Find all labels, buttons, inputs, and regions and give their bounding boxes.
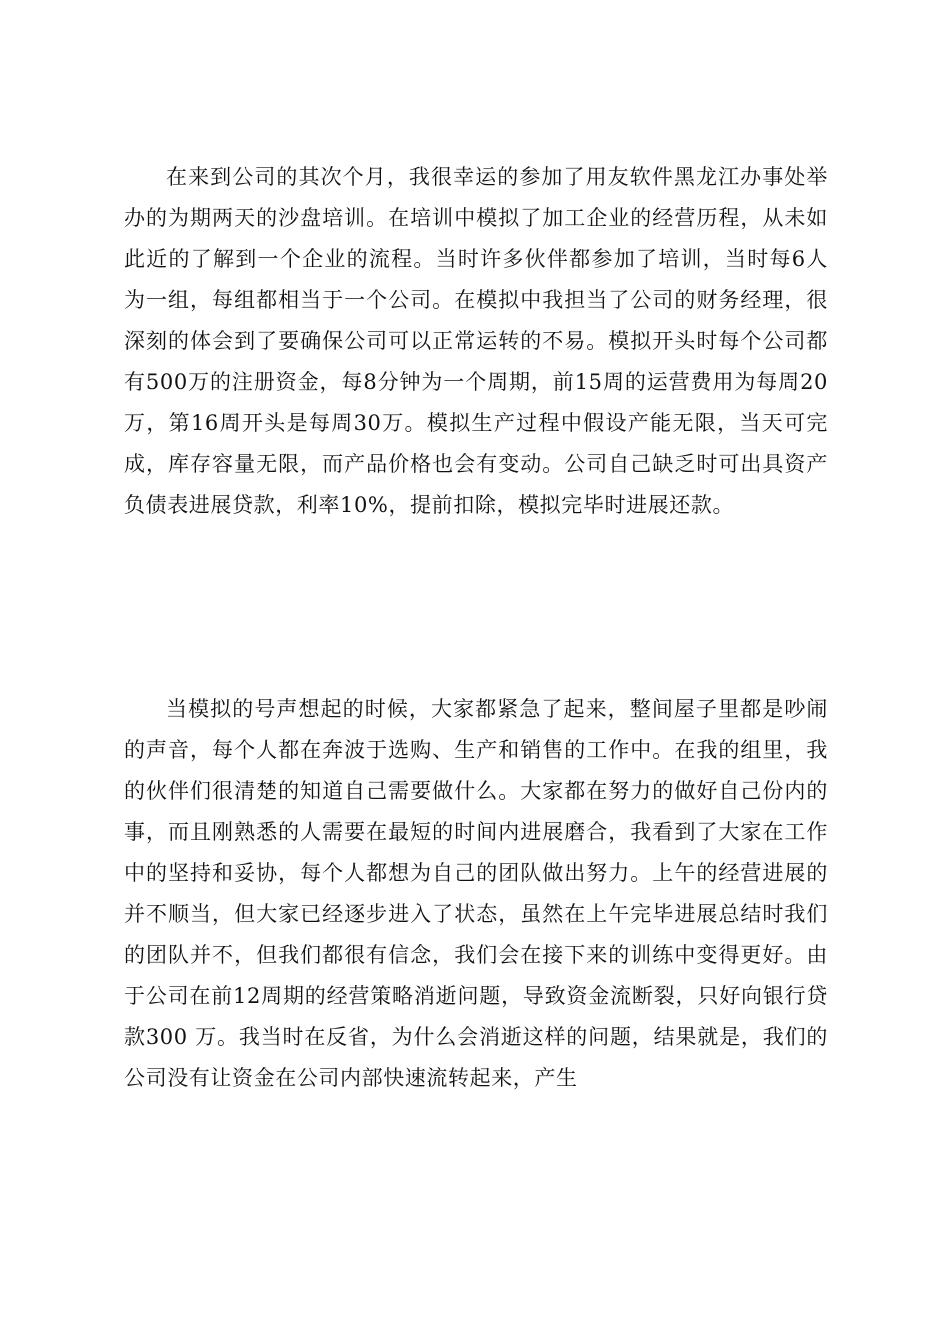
paragraph-text: 当模拟的号声想起的时候，大家都紧急了起来，整间屋子里都是吵闹的声音，每个人都在奔波于选购、生产和销售的工作中。在我的组里，我的伙伴们很清楚的知道自己需要做什么。大家都在努力的做好自己份内的事，而且刚熟悉的人需要在最短的时间内进展磨合，我看到了大家在工作中的坚持和妥协，每个人都想为自己的团队做出努力。上午的经营进展的并不顺当，但大家已经逐步进入了状态，虽然在上午完毕进展总结时我们的团队并不，但我们都很有信念，我们会在接下来的训练中变得更好。由于公司在前12周期的经营策略消逝问题，导致资金流断裂，只好向银行贷款300 万。我当时在反省，为什么会消逝这样的问题，结果就是，我们的公司没有让资金在公司内部快速流转起来，产生 [124, 697, 828, 1090]
paragraph-sandbox-training [124, 157, 828, 526]
paragraph-text: 在来到公司的其次个月，我很幸运的参加了用友软件黑龙江办事处举办的为期两天的沙盘培训。在培训中模拟了加工企业的经营历程，从未如此近的了解到一个企业的流程。当时许多伙伴都参加了培训，当时每6人为一组，每组都相当于一个公司。在模拟中我担当了公司的财务经理，很深刻的体会到了要确保公司可以正常运转的不易。模拟开头时每个公司都有500万的注册资金，每8分钟为一个周期，前15周的运营费用为每周20万，第16周开头是每周30万。模拟生产过程中假设产能无限，当天可完成，库存容量无限，而产品价格也会有变动。公司自己缺乏时可出具资产负债表进展贷款，利率10%，提前扣除，模拟完毕时进展还款。 [124, 165, 828, 517]
paragraph-simulation-experience [124, 689, 828, 1099]
